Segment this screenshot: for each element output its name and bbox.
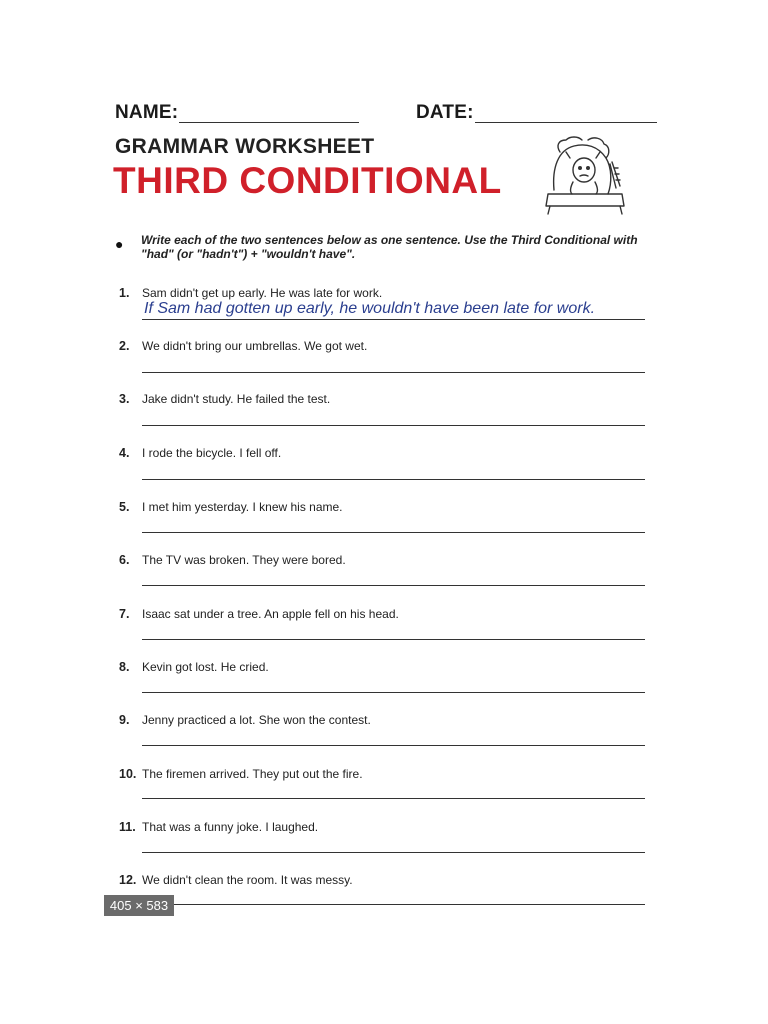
- question-number: 12.: [119, 873, 137, 887]
- answer-line[interactable]: [142, 852, 645, 853]
- question-number: 1.: [119, 286, 130, 300]
- instruction-bullet: ●: [115, 236, 124, 252]
- question-text: The firemen arrived. They put out the fire.: [142, 767, 363, 781]
- question-number: 9.: [119, 713, 130, 727]
- answer-line[interactable]: [142, 904, 645, 905]
- answer-line[interactable]: [142, 532, 645, 533]
- question-text: The TV was broken. They were bored.: [142, 553, 346, 567]
- worksheet-subtitle: GRAMMAR WORKSHEET: [115, 135, 375, 158]
- example-answer: If Sam had gotten up early, he wouldn't have been late for work.: [144, 300, 596, 317]
- answer-line[interactable]: [142, 692, 645, 693]
- instructions-text: Write each of the two sentences below as one sentence. Use the Third Conditional with "had" (or "hadn't") + "wouldn't have".: [141, 233, 638, 261]
- name-label: NAME:: [115, 102, 179, 123]
- worksheet-title: THIRD CONDITIONAL: [113, 160, 502, 201]
- question-text: Isaac sat under a tree. An apple fell on his head.: [142, 607, 399, 621]
- header-row: [115, 102, 660, 126]
- question-number: 10.: [119, 767, 137, 781]
- question-number: 3.: [119, 392, 130, 406]
- answer-line[interactable]: [142, 745, 645, 746]
- answer-line[interactable]: [142, 479, 645, 480]
- name-field-line: [179, 122, 359, 123]
- question-number: 6.: [119, 553, 130, 567]
- question-text: That was a funny joke. I laughed.: [142, 820, 319, 834]
- question-number: 4.: [119, 446, 130, 460]
- image-size-badge: 405 × 583: [104, 895, 174, 916]
- question-text: We didn't clean the room. It was messy.: [142, 873, 353, 887]
- answer-line[interactable]: [142, 372, 645, 373]
- question-number: 8.: [119, 660, 130, 674]
- question-text: Sam didn't get up early. He was late for work.: [142, 286, 383, 300]
- answer-line[interactable]: [142, 425, 645, 426]
- answer-line[interactable]: [142, 639, 645, 640]
- question-number: 5.: [119, 500, 130, 514]
- question-number: 11.: [119, 820, 136, 834]
- question-text: Jake didn't study. He failed the test.: [142, 392, 331, 406]
- answer-line[interactable]: [142, 798, 645, 799]
- sick-person-in-bed-illustration: [540, 128, 630, 218]
- answer-line[interactable]: [142, 585, 645, 586]
- date-label: DATE:: [416, 102, 474, 123]
- date-field-line: [475, 122, 657, 123]
- question-text: Kevin got lost. He cried.: [142, 660, 269, 674]
- question-text: We didn't bring our umbrellas. We got wet.: [142, 339, 368, 353]
- answer-line[interactable]: [142, 319, 645, 320]
- question-text: I rode the bicycle. I fell off.: [142, 446, 282, 460]
- question-number: 2.: [119, 339, 130, 353]
- question-text: Jenny practiced a lot. She won the contest.: [142, 713, 371, 727]
- question-text: I met him yesterday. I knew his name.: [142, 500, 343, 514]
- question-number: 7.: [119, 607, 130, 621]
